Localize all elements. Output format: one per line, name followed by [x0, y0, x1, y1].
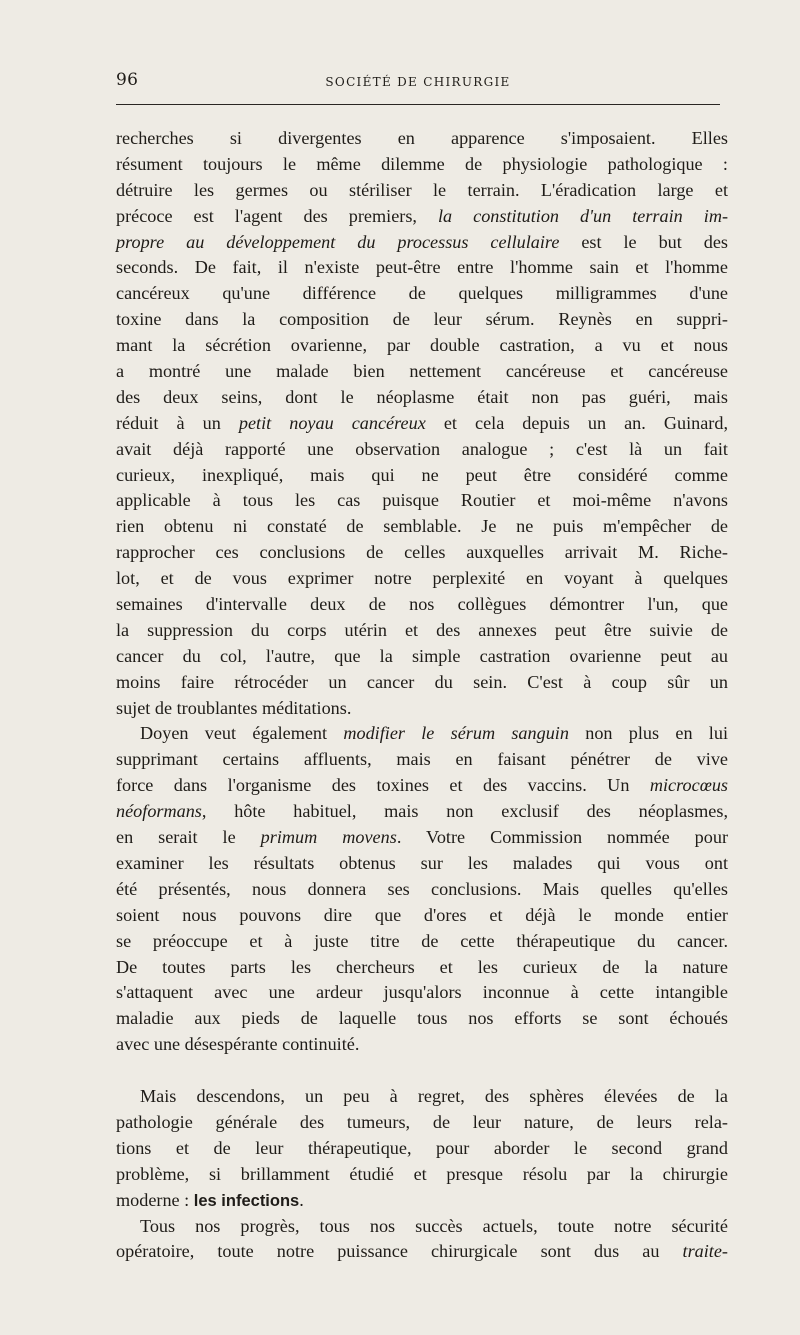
- text-line: recherches si divergentes en apparence s'imposaient. Elles: [116, 128, 728, 148]
- body-text: [116, 126, 728, 1265]
- text-run: est le but des: [559, 231, 728, 252]
- text-line: a montré une malade bien nettement cancéreuse et cancéreuse: [116, 361, 728, 382]
- italic-run: modifier le sérum sanguin: [343, 723, 569, 744]
- italic-run: primum movens: [260, 827, 397, 848]
- page-header: [116, 62, 720, 102]
- text-line: se préoccupe et à juste titre de cette thérapeutique du cancer.: [116, 930, 728, 951]
- text-line: [116, 204, 728, 230]
- text-line: avec une désespérante continuité.: [116, 1034, 360, 1055]
- italic-run: néoformans: [116, 801, 202, 822]
- italic-run: microcœus: [649, 775, 728, 796]
- text-line: Tous nos progrès, tous nos succès actuels, toute notre sécurité: [140, 1215, 728, 1236]
- text-run: et cela depuis un an. Guinard,: [425, 412, 728, 433]
- text-run: réduit à un: [116, 412, 239, 433]
- text-line: moins faire rétrocéder un cancer du sein. C'est à coup sûr un: [116, 671, 728, 692]
- text-line: [116, 1188, 728, 1214]
- text-line: rapprocher ces conclusions de celles auxquelles arrivait M. Riche-: [116, 542, 728, 563]
- text-line: De toutes parts les chercheurs et les curieux de la nature: [116, 956, 728, 977]
- text-line: mant la sécrétion ovarienne, par double castration, a vu et nous: [116, 335, 728, 356]
- text-line: tions et de leur thérapeutique, pour aborder le second grand: [116, 1137, 728, 1158]
- text-line: détruire les germes ou stériliser le terrain. L'éradication large et: [116, 179, 728, 200]
- text-line: [116, 230, 728, 256]
- text-run: force dans l'organisme des toxines et des vaccins. Un: [116, 775, 650, 796]
- italic-run: traite-: [682, 1241, 728, 1262]
- text-line: [116, 773, 728, 799]
- text-line: examiner les résultats obtenus sur les malades qui vous ont: [116, 852, 728, 873]
- text-run: Doyen veut également: [140, 723, 344, 744]
- text-run: non plus en lui: [568, 723, 728, 744]
- text-run: précoce est l'agent des premiers,: [116, 205, 438, 226]
- italic-run: propre au développement du processus cellulaire: [116, 231, 560, 252]
- text-line: des deux seins, dont le néoplasme était non pas guéri, mais: [116, 386, 728, 407]
- text-run: en serait le: [116, 827, 261, 848]
- text-line: [116, 721, 728, 747]
- text-run: , hôte habituel, mais non exclusif des néoplasmes,: [201, 801, 728, 822]
- italic-run: la constitution d'un terrain im-: [437, 205, 729, 226]
- header-rule: [116, 104, 720, 105]
- text-line: avait déjà rapporté une observation analogue ; c'est là un fait: [116, 438, 728, 459]
- text-line: supprimant certains affluents, mais en faisant pénétrer de vive: [116, 749, 728, 770]
- text-line: pathologie générale des tumeurs, de leur nature, de leurs rela-: [116, 1111, 728, 1132]
- italic-run: petit noyau cancéreux: [238, 412, 426, 433]
- text-line: cancéreux qu'une différence de quelques milligrammes d'une: [116, 283, 728, 304]
- text-line: [116, 411, 728, 437]
- text-line: cancer du col, l'autre, que la simple castration ovarienne peut au: [116, 645, 728, 666]
- bold-run: les infections: [193, 1191, 300, 1210]
- text-line: [116, 1239, 728, 1265]
- text-line: curieux, inexpliqué, mais qui ne peut être considéré comme: [116, 464, 728, 485]
- text-line: la suppression du corps utérin et des annexes peut être suivie de: [116, 619, 728, 640]
- text-line: maladie aux pieds de laquelle tous nos efforts se sont échoués: [116, 1008, 728, 1029]
- text-line: été présentés, nous donnera ses conclusions. Mais quelles qu'elles: [116, 878, 728, 899]
- text-line: problème, si brillamment étudié et presque résolu par la chirurgie: [116, 1163, 728, 1184]
- text-line: résument toujours le même dilemme de physiologie pathologique :: [116, 153, 728, 174]
- running-head: SOCIÉTÉ DE CHIRURGIE: [325, 75, 511, 89]
- text-run: .: [299, 1189, 304, 1210]
- text-run: moderne :: [116, 1189, 194, 1210]
- text-line: seconds. De fait, il n'existe peut-être entre l'homme sain et l'homme: [116, 257, 728, 278]
- text-line: semaines d'intervalle deux de nos collègues démontrer l'un, que: [116, 594, 728, 615]
- text-run: opératoire, toute notre puissance chirurgicale sont dus au: [116, 1241, 683, 1262]
- text-line: rien obtenu ni constaté de semblable. Je ne puis m'empêcher de: [116, 516, 728, 537]
- text-line: applicable à tous les cas puisque Routier et moi-même n'avons: [116, 490, 728, 511]
- text-run: . Votre Commission nommée pour: [396, 827, 729, 848]
- page-number: 96: [116, 70, 139, 90]
- text-line: [116, 825, 728, 851]
- text-line: Mais descendons, un peu à regret, des sphères élevées de la: [140, 1086, 728, 1107]
- text-line: soient nous pouvons dire que d'ores et déjà le monde entier: [116, 904, 728, 925]
- text-line: lot, et de vous exprimer notre perplexité en voyant à quelques: [116, 568, 728, 589]
- paragraph-gap: [116, 1058, 728, 1084]
- text-line: s'attaquent avec une ardeur jusqu'alors inconnue à cette intangible: [116, 982, 728, 1003]
- text-line: [116, 799, 728, 825]
- text-line: sujet de troublantes méditations.: [116, 697, 352, 718]
- text-line: toxine dans la composition de leur sérum. Reynès en suppri-: [116, 309, 728, 330]
